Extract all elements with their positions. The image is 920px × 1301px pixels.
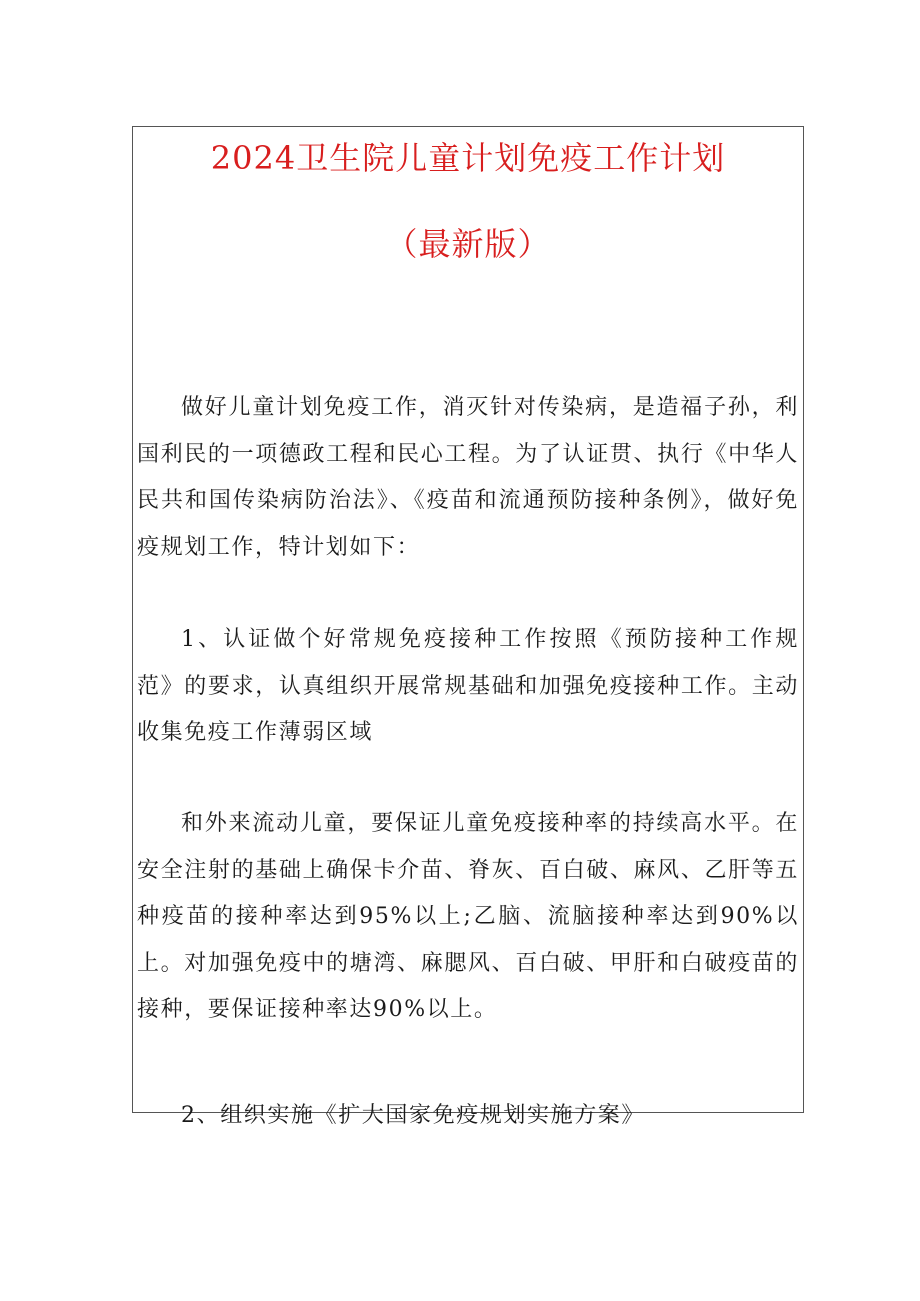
document-title: 2024卫生院儿童计划免疫工作计划 xyxy=(210,139,726,177)
document-subtitle: （最新版） xyxy=(385,225,551,263)
paragraph-item-2: 2、组织实施《扩大国家免疫规划实施方案》 xyxy=(181,1103,645,1128)
paragraph-item-1-continued: 和外来流动儿童，要保证儿童免疫接种率的持续高水平。在安全注射的基础上确保卡介苗、脊灰、百白破、麻风、乙肝等五种疫苗的接种率达到95%以上;乙脑、流脑接种率达到90%以上。对加强免疫中的塘湾、麻腮风、百白破、甲肝和白破疫苗的接种，要保证接种率达90%以上。 xyxy=(137,811,799,1022)
paragraph-item-1: 1、认证做个好常规免疫接种工作按照《预防接种工作规范》的要求，认真组织开展常规基础和加强免疫接种工作。主动收集免疫工作薄弱区域 xyxy=(137,627,799,745)
document-frame xyxy=(132,126,804,1128)
paragraph-intro: 做好儿童计划免疫工作，消灭针对传染病，是造福子孙，利国利民的一项德政工程和民心工程。为了认证贯、执行《中华人民共和国传染病防治法》、《疫苗和流通预防接种条例》，做好免疫规划工作，特计划如下： xyxy=(137,395,799,560)
